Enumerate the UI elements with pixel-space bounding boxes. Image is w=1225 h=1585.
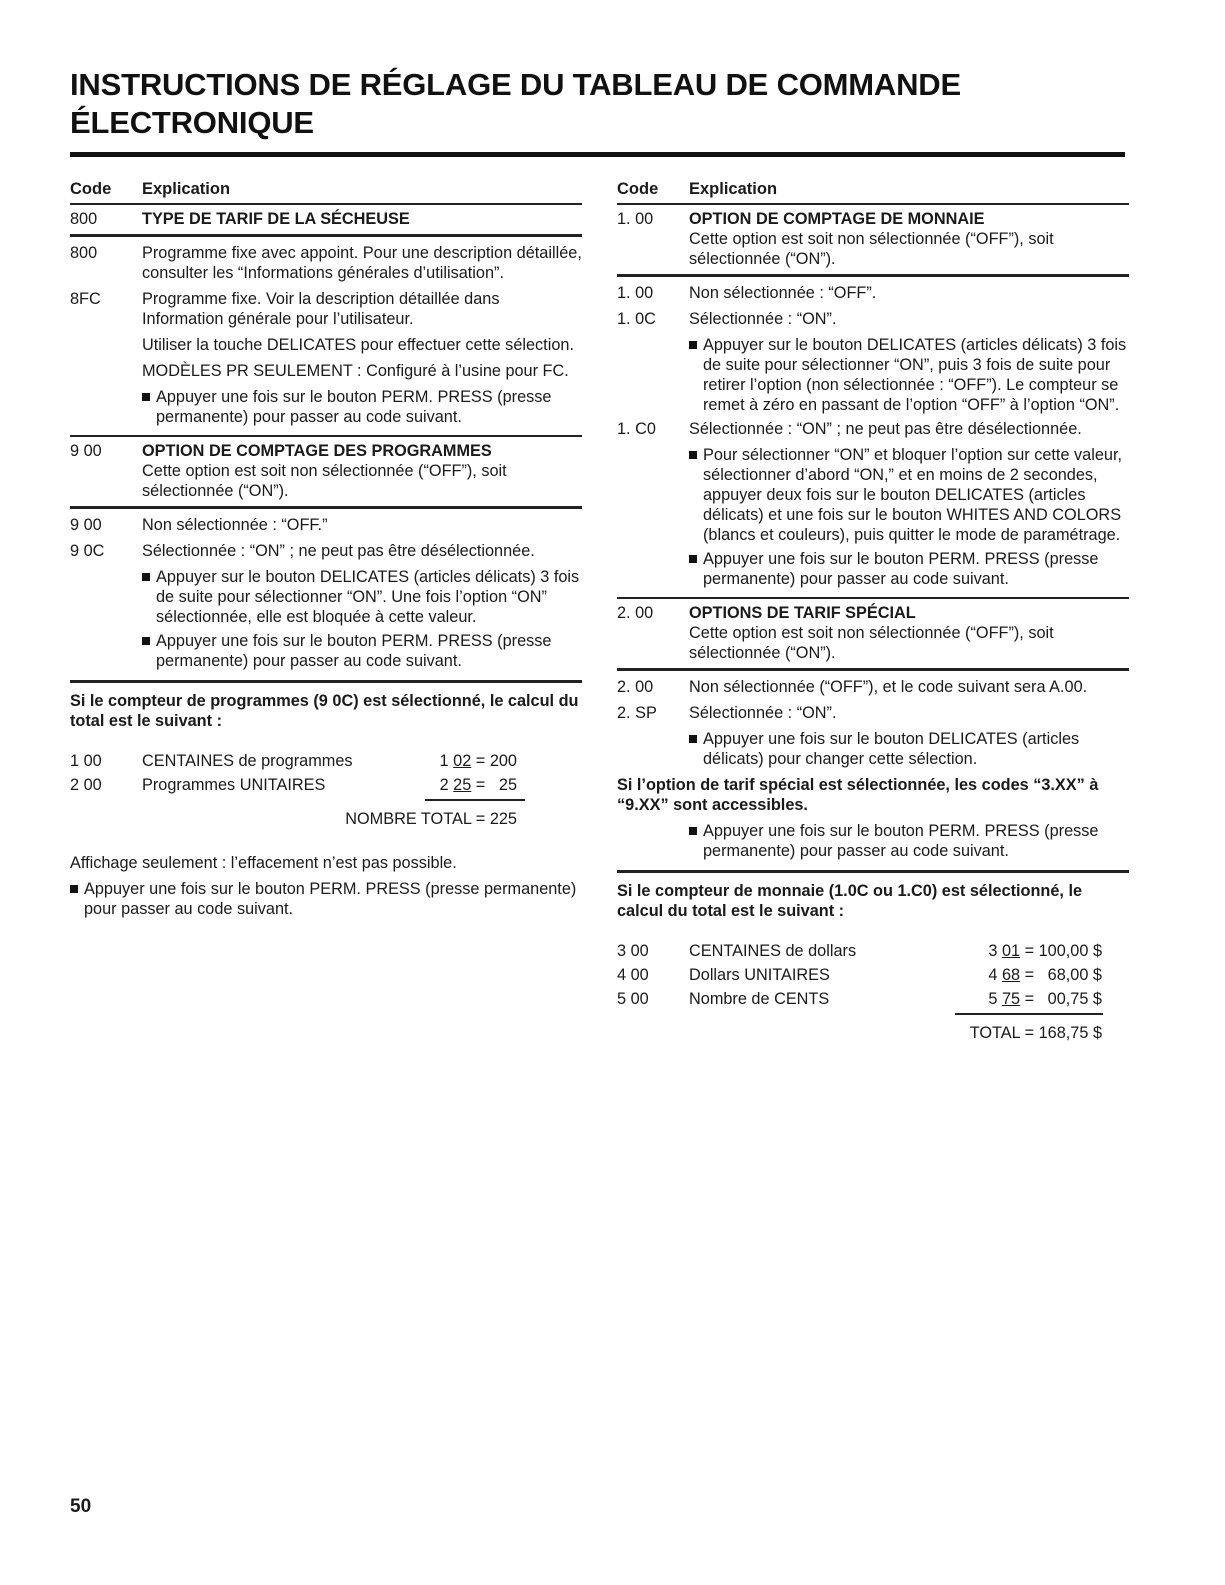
paragraph: Utiliser la touche DELICATES pour effectuer cette sélection. — [142, 336, 574, 354]
bullet-square-icon — [689, 451, 697, 459]
total-line: NOMBRE TOTAL = 225 — [345, 810, 517, 828]
divider — [617, 597, 1129, 599]
bullet-square-icon — [689, 555, 697, 563]
bullet-square-icon — [142, 393, 150, 401]
special-note: Si l’option de tarif spécial est sélectionnée, les codes “3.XX” à “9.XX” sont accessibles. — [617, 776, 1099, 814]
code-row-9-00: 9 00 Non sélectionnée : “OFF.” — [70, 516, 328, 534]
code-row-2-00: 2. 00 Non sélectionnée (“OFF”), et le code suivant sera A.00. — [617, 678, 1088, 696]
left-column — [70, 176, 582, 923]
paragraph: Programme fixe. Voir la description détaillée dans Information générale pour l’utilisateur. — [142, 290, 500, 328]
divider — [617, 203, 1129, 205]
calc-row: 3 00 CENTAINES de dollars 3 01 = 100,00 $ — [617, 942, 1102, 960]
bullet-square-icon — [689, 827, 697, 835]
section-header-100: 1. 00 OPTION DE COMPTAGE DE MONNAIE Cette option est soit non sélectionnée (“OFF”), soit sélectionnée (“ON”). — [617, 210, 1054, 268]
page-number: 50 — [70, 1496, 92, 1517]
bullet-square-icon — [142, 573, 150, 581]
calc-row: 2 00 Programmes UNITAIRES 2 25 = 25 — [70, 776, 517, 794]
bullet-square-icon — [70, 885, 78, 893]
bullet-item: Appuyer une fois sur le bouton DELICATES (articles délicats) pour changer cette sélection. — [689, 729, 1129, 769]
code-row-1-00: 1. 00 Non sélectionnée : “OFF”. — [617, 284, 877, 302]
section-header-200: 2. 00 OPTIONS DE TARIF SPÉCIAL Cette option est soit non sélectionnée (“OFF”), soit sélectionnée (“ON”). — [617, 604, 1054, 662]
page-title: INSTRUCTIONS DE RÉGLAGE DU TABLEAU DE COMMANDE ÉLECTRONIQUE — [70, 67, 961, 140]
bullet-item: Appuyer une fois sur le bouton PERM. PRESS (presse permanente) pour passer au code suivant. — [70, 879, 582, 919]
code-row-1-0c: 1. 0C Sélectionnée : “ON”. Appuyer sur le bouton DELICATES (articles délicats) 3 fois de suite pour sélectionner “ON”, puis 3 fois de suite pour retirer l’option (non sélectionnée : “OFF”). Le compteur se remet à zéro en passant de l’option “OFF” à l’option “ON”. — [617, 309, 1129, 419]
right-column — [617, 176, 1129, 1043]
bullet-item: Appuyer une fois sur le bouton PERM. PRESS (presse permanente) pour passer au code suivant. — [142, 387, 582, 427]
bullet-square-icon — [689, 341, 697, 349]
paragraph: MODÈLES PR SEULEMENT : Configuré à l’usine pour FC. — [142, 362, 569, 380]
calc-heading: Si le compteur de programmes (9 0C) est sélectionné, le calcul du total est le suivant : — [70, 692, 579, 730]
bullet-item: Appuyer une fois sur le bouton PERM. PRESS (presse permanente) pour passer au code suivant. — [689, 821, 1129, 861]
bullet-item: Appuyer sur le bouton DELICATES (articles délicats) 3 fois de suite pour sélectionner “ON”. Une fois l’option “ON” sélectionnée, elle est bloquée à cette valeur. — [142, 567, 582, 627]
section-header-800: 800 TYPE DE TARIF DE LA SÉCHEUSE — [70, 210, 410, 228]
bullet-square-icon — [142, 637, 150, 645]
bullet-square-icon — [689, 735, 697, 743]
header-code: Code — [70, 180, 112, 198]
sum-line — [955, 1013, 1103, 1015]
calc-row: 4 00 Dollars UNITAIRES 4 68 = 68,00 $ — [617, 966, 1102, 984]
divider — [70, 203, 582, 205]
divider — [617, 274, 1129, 277]
code-row-8fc: 8FC Programme fixe. Voir la description détaillée dans Information générale pour l’utilisateur. Utiliser la touche DELICATES pour effectuer cette sélection. MODÈLES PR SEULEMENT : Configuré à l’usine pour FC. Appuyer une fois sur le bouton PERM. PRESS (presse permanente) pour passer au code suivant. — [70, 289, 582, 431]
title-divider — [70, 152, 1125, 157]
divider — [617, 870, 1129, 873]
display-note: Affichage seulement : l’effacement n’est pas possible. — [70, 854, 457, 872]
divider — [617, 668, 1129, 671]
code-row-2-sp: 2. SP Sélectionnée : “ON”. Appuyer une fois sur le bouton DELICATES (articles délicats) pour changer cette sélection. — [617, 703, 1129, 773]
bullet-item: Appuyer une fois sur le bouton PERM. PRESS (presse permanente) pour passer au code suivant. — [689, 549, 1129, 589]
total-line: TOTAL = 168,75 $ — [969, 1024, 1102, 1042]
table-header — [70, 176, 582, 199]
bullet-item: Pour sélectionner “ON” et bloquer l’option sur cette valeur, sélectionner d’abord “ON,” et en moins de 2 secondes, appuyer deux fois sur le bouton DELICATES (articles délicats) et une fois sur le bouton WHITES AND COLORS (blancs et couleurs), puis quitter le mode de paramétrage. — [689, 445, 1129, 545]
table-header: Code Explication — [617, 180, 778, 198]
section-header-900: 9 00 OPTION DE COMPTAGE DES PROGRAMMES Cette option est soit non sélectionnée (“OFF”), soit sélectionnée (“ON”). — [70, 442, 507, 500]
bullet-item: Appuyer sur le bouton DELICATES (articles délicats) 3 fois de suite pour sélectionner “ON”, puis 3 fois de suite pour retirer l’option (non sélectionnée : “OFF”). Le compteur se remet à zéro en passant de l’option “OFF” à l’option “ON”. — [689, 335, 1129, 415]
calc-row: 5 00 Nombre de CENTS 5 75 = 00,75 $ — [617, 990, 1102, 1008]
divider — [70, 506, 582, 509]
sum-line — [425, 799, 525, 801]
divider — [70, 680, 582, 683]
code-row-9-0c: 9 0C Sélectionnée : “ON” ; ne peut pas être désélectionnée. Appuyer sur le bouton DELICATES (articles délicats) 3 fois de suite pour sélectionner “ON”. Une fois l’option “ON” sélectionnée, elle est bloquée à cette valeur. Appuyer une fois sur le bouton PERM. PRESS (presse permanente) pour passer au code suivant. — [70, 541, 582, 675]
calc-row: 1 00 CENTAINES de programmes 1 02 = 200 — [70, 752, 517, 770]
bullet-item: Appuyer une fois sur le bouton PERM. PRESS (presse permanente) pour passer au code suivant. — [142, 631, 582, 671]
code-row-800: 800 Programme fixe avec appoint. Pour une description détaillée, consulter les “Informations générales d’utilisation”. — [70, 244, 582, 282]
divider — [70, 234, 582, 237]
calc-heading: Si le compteur de monnaie (1.0C ou 1.C0) est sélectionné, le calcul du total est le suivant : — [617, 882, 1083, 920]
code-row-1-c0: 1. C0 Sélectionnée : “ON” ; ne peut pas être désélectionnée. Pour sélectionner “ON” et bloquer l’option sur cette valeur, sélectionner d’abord “ON,” et en moins de 2 secondes, appuyer deux fois sur le bouton DELICATES (articles délicats) et une fois sur le bouton WHITES AND COLORS (blancs et couleurs), puis quitter le mode de paramétrage. Appuyer une fois sur le bouton PERM. PRESS (presse permanente) pour passer au code suivant. — [617, 419, 1129, 593]
divider — [70, 435, 582, 437]
header-explication: Explication — [142, 180, 231, 198]
